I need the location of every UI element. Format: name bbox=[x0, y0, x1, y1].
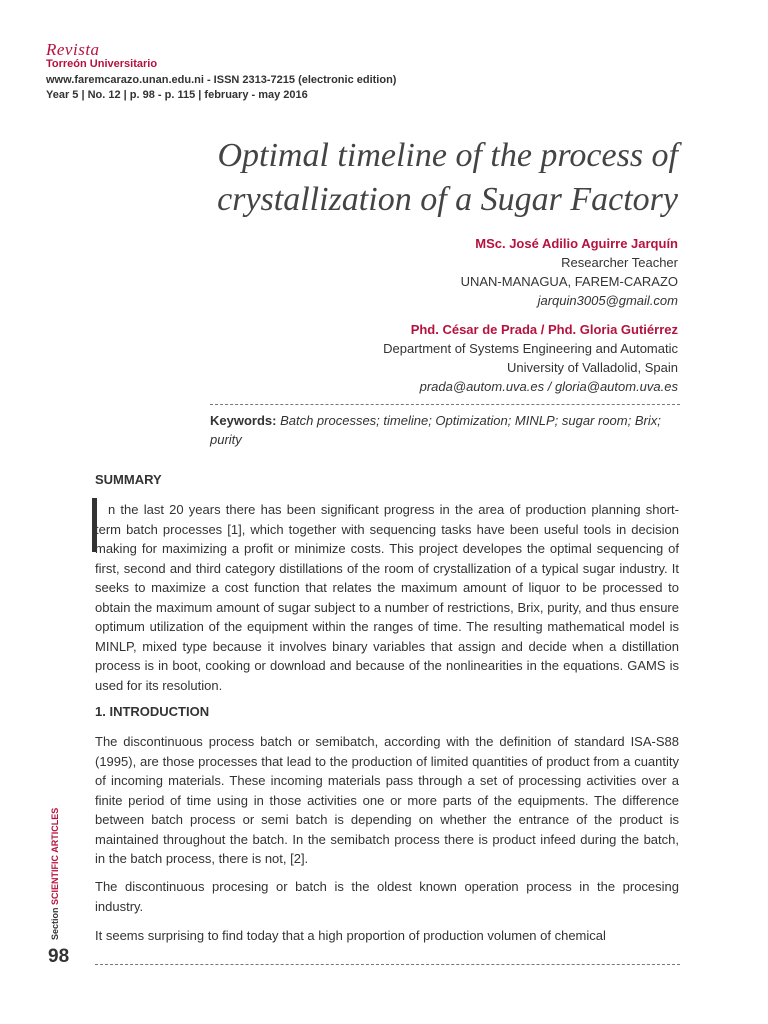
section-label bbox=[50, 808, 60, 940]
footer-dashed-divider bbox=[95, 964, 680, 965]
journal-meta-issue: Year 5 | No. 12 | p. 98 - p. 115 | february - may 2016 bbox=[46, 89, 308, 101]
keywords-value: Batch processes; timeline; Optimization; MINLP; sugar room; Brix; purity bbox=[210, 413, 661, 447]
author-university: University of Valladolid, Spain bbox=[506, 360, 678, 375]
journal-meta-url-issn: www.faremcarazo.unan.edu.ni - ISSN 2313-7215 (electronic edition) bbox=[46, 74, 397, 86]
introduction-heading: 1. INTRODUCTION bbox=[95, 704, 210, 719]
page-number: 98 bbox=[48, 946, 70, 967]
journal-name: Torreón Universitario bbox=[46, 58, 158, 70]
intro-paragraph-1: The discontinuous process batch or semibatch, according with the definition of standard ISA-S88 (1995), are those processes that lead to the production of limited quantities of product from a cuantity of incoming materials. These incoming materials pass through a set of processing activities over a finite period of time using in those activities one or more parts of the equipments. The difference between batch process or semi batch is depending on whether the entrance of the product is maintained throughout the batch. In the semibatch process there is product infeed during the batch, in the batch process, there is not, [2]. bbox=[95, 734, 679, 866]
author-role: Researcher Teacher bbox=[561, 255, 678, 270]
section-word: Section bbox=[50, 907, 60, 940]
author-institution: UNAN-MANAGUA, FAREM-CARAZO bbox=[460, 274, 678, 289]
intro-paragraph-2: The discontinuous procesing or batch is the oldest known operation process in the procesing industry. bbox=[95, 879, 679, 914]
article-title bbox=[198, 134, 678, 222]
author-block-2 bbox=[178, 320, 678, 396]
author-email: jarquin3005@gmail.com bbox=[537, 293, 678, 308]
summary-paragraph bbox=[95, 500, 679, 695]
summary-heading: SUMMARY bbox=[95, 472, 162, 487]
keywords-label: Keywords: bbox=[210, 413, 277, 428]
author-email: prada@autom.uva.es / gloria@autom.uva.es bbox=[419, 379, 678, 394]
author-name: Phd. César de Prada / Phd. Gloria Gutiérrez bbox=[410, 322, 678, 337]
journal-logo: Revista bbox=[46, 40, 100, 59]
author-block-1 bbox=[178, 234, 678, 310]
summary-opening-lines: n the last 20 years there has been significant progress in the area of production planning short-term batch processes [1], which together with sequencing tasks have been useful tools in decision making for maximizing a profit or minimize costs. bbox=[95, 502, 679, 556]
dashed-divider bbox=[210, 404, 680, 405]
intro-paragraph-3: It seems surprising to find today that a high proportion of production volumen of chemical bbox=[95, 928, 606, 943]
title-line-1: Optimal timeline of the process of bbox=[217, 137, 678, 174]
summary-rest: This project developes the optimal sequencing of first, second and third category distillations of the room of crystallization of a typical sugar industry. It seeks to maximize a cost function that relates the maximum amount of liquor to be processed to obtain the maximum amount of sugar subject to a number of restrictions, Brix, purity, and thus ensure optimum utilization of the equipment within the ranges of time. The resulting mathematical model is MINLP, mixed type because it involves binary variables that assign and decide when a distillation process is in boot, cooking or download and because of the nonlinearities in the equations. GAMS is used for its resolution. bbox=[95, 541, 679, 693]
keywords bbox=[210, 411, 680, 449]
author-department: Department of Systems Engineering and Automatic bbox=[383, 341, 678, 356]
author-name: MSc. José Adilio Aguirre Jarquín bbox=[475, 236, 678, 251]
title-line-2: crystallization of a Sugar Factory bbox=[217, 181, 678, 218]
section-name: SCIENTIFIC ARTICLES bbox=[50, 807, 60, 905]
